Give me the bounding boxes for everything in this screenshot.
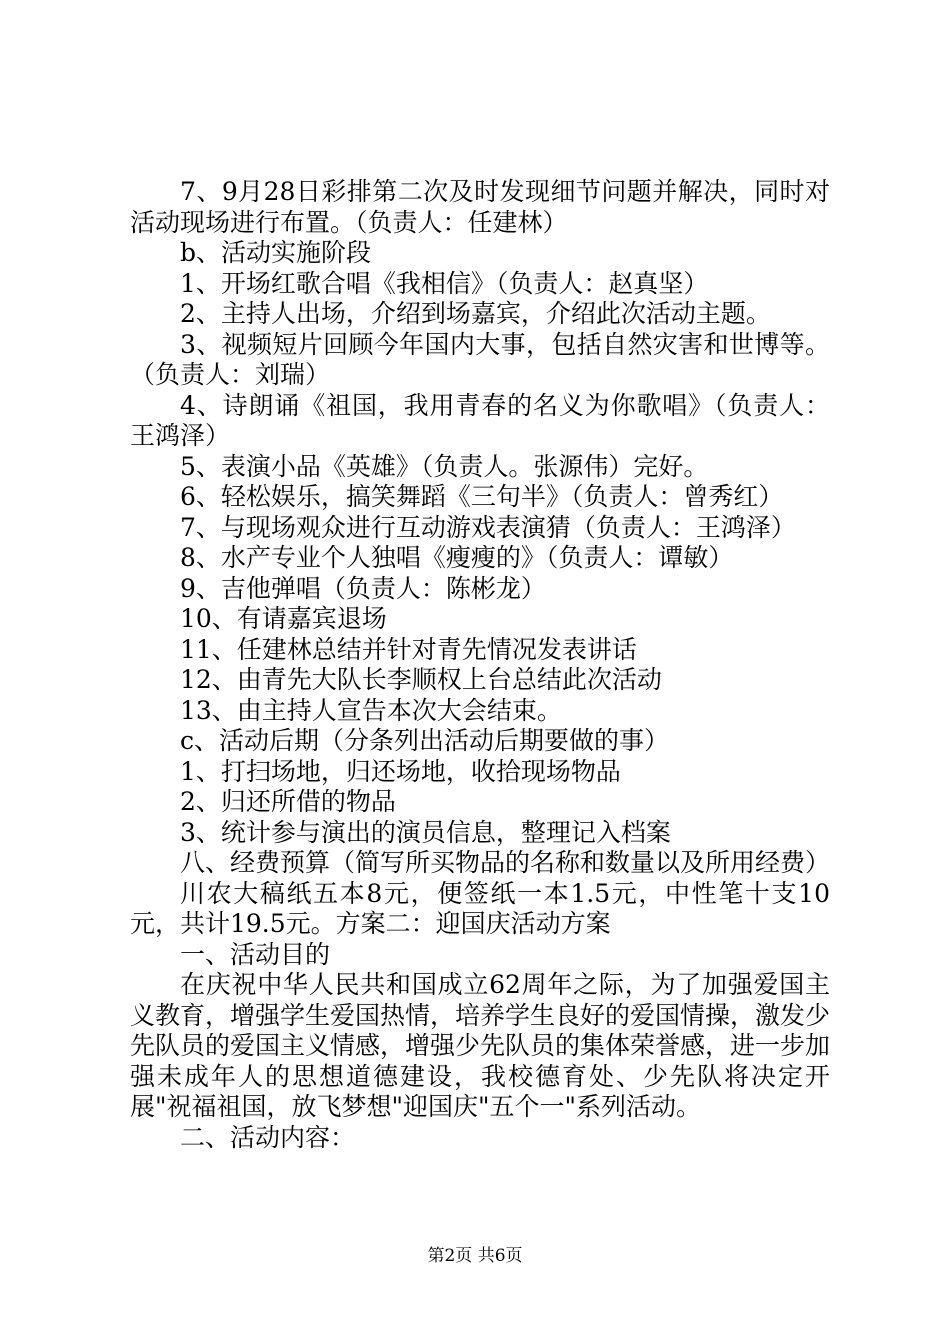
paragraph-11: 9、吉他弹唱（负责人：陈彬龙） xyxy=(180,573,546,603)
paragraph-2: b、活动实施阶段 xyxy=(180,238,372,267)
paragraph-8: 6、轻松娱乐，搞笑舞蹈《三句半》（负责人：曾秀红） xyxy=(180,482,784,511)
paragraph-13: 11、任建林总结并针对青先情况发表讲话 xyxy=(180,634,637,664)
paragraph-6: 4、诗朗诵《祖国，我用青春的名义为你歌唱》（负责人：王鸿泽） xyxy=(130,390,830,450)
paragraph-4: 2、主持人出场，介绍到场嘉宾，介绍此次活动主题。 xyxy=(180,299,771,328)
page-footer: 第2页 共6页 xyxy=(427,1246,523,1266)
paragraph-10: 8、水产专业个人独唱《瘦瘦的》（负责人：谭敏） xyxy=(180,543,734,572)
document-body xyxy=(130,177,830,1153)
paragraph-17: 1、打扫场地，归还场地，收拾现场物品 xyxy=(180,756,621,786)
paragraph-18: 2、归还所借的物品 xyxy=(180,787,396,816)
paragraph-14: 12、由青先大队长李顺权上台总结此次活动 xyxy=(180,665,662,694)
paragraph-7: 5、表演小品《英雄》（负责人。张源伟）完好。 xyxy=(180,451,709,481)
paragraph-19: 3、统计参与演出的演员信息，整理记入档案 xyxy=(180,817,671,847)
paragraph-1: 7、9月28日彩排第二次及时发现细节问题并解决，同时对活动现场进行布置。（负责人：任建林） xyxy=(130,177,830,237)
paragraph-15: 13、由主持人宣告本次大会结束。 xyxy=(180,695,562,725)
paragraph-5: 3、视频短片回顾今年国内大事，包括自然灾害和世博等。（负责人：刘瑞） xyxy=(130,329,830,389)
paragraph-20: 八、经费预算（简写所买物品的名称和数量以及所用经费） xyxy=(180,848,831,877)
paragraph-23: 在庆祝中华人民共和国成立62周年之际，为了加强爱国主义教育，增强学生爱国热情，培养学生良好的爱国情操，激发少先队员的爱国主义情感，增强少先队员的集体荣誉感，进一步加强未成年人的思想道德建设，我校德育处、少先队将决定开展"祝福祖国，放飞梦想"迎国庆"五个一"系列活动。 xyxy=(130,970,831,1121)
paragraph-12: 10、有请嘉宾退场 xyxy=(180,604,387,633)
paragraph-24: 二、活动内容： xyxy=(180,1122,356,1152)
paragraph-22: 一、活动目的 xyxy=(180,939,331,969)
paragraph-9: 7、与现场观众进行互动游戏表演猜（负责人：王鸿泽） xyxy=(180,512,796,542)
paragraph-21: 川农大稿纸五本8元，便签纸一本1.5元，中性笔十支10元，共计19.5元。方案二：迎国庆活动方案 xyxy=(130,878,830,938)
paragraph-16: c、活动后期（分条列出活动后期要做的事） xyxy=(180,726,670,755)
paragraph-3: 1、开场红歌合唱《我相信》（负责人：赵真坚） xyxy=(180,268,709,298)
